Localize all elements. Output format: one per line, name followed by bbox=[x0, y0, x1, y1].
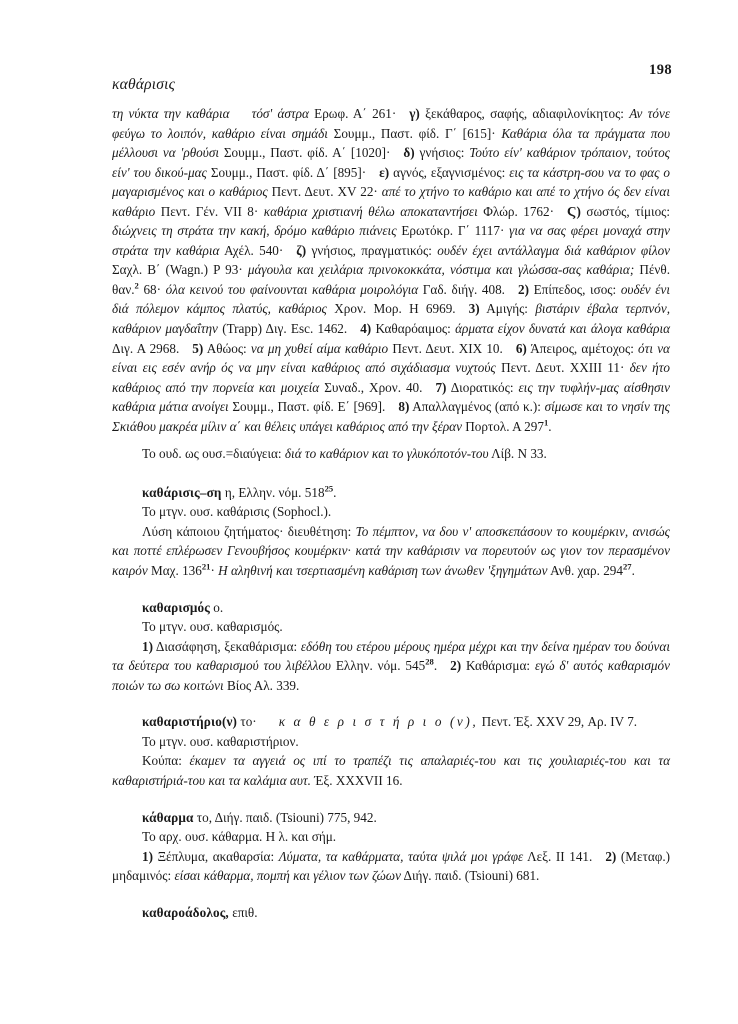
entry-headword-line bbox=[112, 712, 670, 732]
sense-gloss: Άπειρος, αμέτοχος: bbox=[530, 340, 634, 356]
sense-marker: ε) bbox=[379, 164, 390, 180]
sense-gloss: ξεκάθαρος, σαφής, αδιαφιλονίκητος: bbox=[425, 106, 624, 121]
citation: Πορτολ. Α 297 bbox=[465, 418, 544, 434]
citation: Λεξ. II 141. bbox=[527, 848, 593, 864]
page-number: 198 bbox=[649, 62, 672, 78]
quotation: μάγουλα και χειλάρια πρινοκοκκάτα, νόστιμα και γλώσσα-σας καθάρια; bbox=[247, 262, 635, 278]
entry-headword-line bbox=[112, 903, 670, 923]
sense-marker: 2) bbox=[605, 848, 617, 864]
quotation: εις τα κάστρη-σου να το φας ο μαγαρισμένος και ο καθάριος bbox=[112, 164, 671, 200]
citation: Φλώρ. 1762· bbox=[483, 203, 555, 219]
citation: Σαχλ. Β΄ (Wagn.) P 93· bbox=[112, 262, 243, 278]
gender: η, bbox=[224, 484, 236, 500]
quotation: εις την τυφλήν-μας αίσθησιν καθάρια μάτια ανοίγει bbox=[112, 379, 671, 415]
quotation: ότι να είναι εις εσέν ανήρ ός να μην είναι καθάριος από σιχάδιασμα νυχτούς bbox=[112, 340, 670, 376]
citation: Πεντ. Δευτ. XV 22· bbox=[271, 184, 378, 200]
citation: Αχέλ. 540· bbox=[224, 242, 284, 258]
citation-superscript: 25 bbox=[324, 483, 334, 494]
citation: (Trapp) Διγ. Esc. 1462. bbox=[222, 321, 348, 337]
definition-text: Κούπα: bbox=[142, 753, 182, 769]
citation: Πεντ. Δευτ. XXIII 11· bbox=[501, 360, 625, 376]
sense-gloss: γνήσιος, πραγματικός: bbox=[311, 242, 432, 258]
sense-gloss: (Μεταφ.) μηδαμινός: bbox=[112, 848, 671, 884]
quotation: για να σας φέρει μοναχά στην στράτα την καθάρια bbox=[112, 223, 671, 258]
sense-gloss: Αμιγής: bbox=[486, 301, 528, 317]
sense-gloss: αγνός, εξαγνισμένος: bbox=[393, 164, 506, 180]
entry-senses bbox=[112, 637, 670, 696]
citation: Ανθ. χαρ. 294 bbox=[550, 563, 623, 579]
sense-marker: δ) bbox=[403, 145, 415, 161]
quotation: ουδέν ένι διά πόλεμον κάμπος πλατύς, καθάριος bbox=[112, 281, 671, 317]
citation: Σουμμ., Παστ. φίδ. Δ΄ [895]· bbox=[210, 164, 367, 180]
citation: Πεντ. Δευτ. XIX 10. bbox=[392, 340, 503, 356]
sense-gloss: Αθώος: bbox=[206, 340, 247, 356]
citation: Ερωτόκρ. Γ΄ 1117· bbox=[401, 223, 505, 239]
citation: Πένθ. θαν. bbox=[112, 262, 671, 297]
headword: καθάρισις–ση bbox=[142, 484, 222, 500]
sense-marker: 4) bbox=[360, 321, 372, 337]
citation: Ελλην. νόμ. 518 bbox=[238, 484, 325, 500]
sense-marker: γ) bbox=[409, 106, 420, 121]
article-final-note bbox=[112, 444, 670, 464]
quotation: εδόθη του ετέρου μέρους ημέρα μέχρι και την δείνα ημέραν του δούναι τα δεύτερα του καθαρισμού του λιβέλλου bbox=[112, 638, 670, 674]
citation: 68· bbox=[143, 281, 162, 297]
citation-end: . bbox=[631, 563, 635, 579]
headword-variant: κ α θ ε ρ ι σ τ ή ρ ι ο (ν), bbox=[278, 714, 479, 730]
etymology-text: Το μτγν. ουσ. καθάρισις (Sophocl.). bbox=[142, 504, 332, 520]
citation: Ερωφ. Α΄ 261· bbox=[314, 106, 397, 121]
etymology-text: Το αρχ. ουσ. κάθαρμα. Η λ. και σήμ. bbox=[142, 829, 337, 845]
quotation: εγώ δ' αυτός καθαρισμόν ποιών τω σω κοιτώνι bbox=[112, 658, 671, 693]
headword: καθαρισμός bbox=[142, 599, 210, 615]
sense-marker: 5) bbox=[192, 340, 204, 356]
citation-end: · bbox=[210, 563, 215, 579]
part-of-speech: επιθ. bbox=[232, 904, 258, 920]
sense-marker: 2) bbox=[517, 281, 529, 297]
sense-gloss: σωστός, τίμιος: bbox=[586, 203, 671, 219]
quotation: έκαμεν τα αγγειά ος ιπί το τραπέζι τις απαλαριές-του και τις χουλιαριές-του και τα καθαριστήριά-του και τα καλάμια αυτ. bbox=[112, 753, 671, 788]
quotation: σίμωσε και το νησίν της Σκιάθου μακρέα μίλιν α΄ και θέλεις υπάγει καθάριος από την ξέραν bbox=[112, 399, 671, 434]
gender: ο. bbox=[213, 599, 224, 615]
quotation: Η αληθινή και τσερτιασμένη καθάριση των άνωθεν 'ξηγημάτων bbox=[218, 563, 548, 579]
quotation: δεν ήτο καθάριος από την πορνεία και μοιχεία bbox=[112, 360, 671, 395]
entry-headword-line bbox=[112, 483, 670, 503]
citation: Μαχ. 136 bbox=[151, 563, 202, 579]
citation-superscript: 27 bbox=[622, 561, 632, 572]
citation: Σουμμ., Παστ. φίδ. Ε΄ [969]. bbox=[232, 399, 386, 415]
sense-gloss: Ξέπλυμα, ακαθαρσία: bbox=[157, 848, 275, 864]
quotation: Λύματα, τα καθάρματα, ταύτα ψιλά μοι γράφε bbox=[278, 848, 524, 864]
citation-superscript: 28 bbox=[425, 656, 434, 667]
entry-headword-line bbox=[112, 598, 670, 618]
sense-gloss: Απαλλαγμένος (από κ.): bbox=[412, 399, 541, 415]
running-head: καθάρισις bbox=[112, 76, 176, 93]
citation: Σουμμ., Παστ. φίδ. Γ΄ [615]· bbox=[333, 125, 496, 141]
entry-definition bbox=[112, 522, 670, 581]
entry-senses bbox=[112, 847, 670, 886]
entry-etymology bbox=[112, 732, 670, 752]
quotation: Καθάρια όλα τα πράγματα που μέλλουσι να 'ρθούσι bbox=[112, 125, 671, 161]
entry-headword-line bbox=[112, 808, 670, 828]
citation: Γαδ. διήγ. 408. bbox=[422, 281, 505, 297]
headword: καθαροάδολος, bbox=[142, 904, 229, 920]
sense-marker: 2) bbox=[450, 658, 462, 674]
quote-fragment: τόσ' άστρα bbox=[251, 106, 309, 121]
sense-gloss: Διορατικός: bbox=[450, 379, 514, 395]
citation: Διήγ. παιδ. (Tsiouni) 775, 942. bbox=[214, 809, 377, 825]
quotation: διά το καθάριον και το γλυκόποτόν-του bbox=[284, 446, 489, 462]
sense-marker: 6) bbox=[515, 340, 527, 356]
entry-definition bbox=[112, 751, 670, 790]
citation-superscript: 1 bbox=[543, 417, 549, 428]
quotation: απέ το χτήνο το καθάριο και απέ το χτήνο ός δεν είναι καθάριο bbox=[112, 184, 670, 219]
citation: Έξ. XXXVII 16. bbox=[314, 772, 403, 788]
sense-marker: 1) bbox=[142, 638, 153, 654]
citation-superscript: 21 bbox=[201, 561, 211, 572]
quotation: ουδέν έχει αντάλλαγμα διά καθάριον φίλον bbox=[437, 242, 671, 258]
sense-gloss: Διασάφηση, ξεκαθάρισμα: bbox=[155, 638, 298, 654]
quotation: Αν τόνε φεύγω το λοιπόν, καθάριο είναι σημάδι bbox=[112, 106, 671, 141]
sense-marker: 3) bbox=[468, 301, 480, 317]
quotation: Τούτο είν' καθάριον τρόπαιον, τούτος είν' του δικού-μας bbox=[112, 145, 671, 180]
citation: Λίβ. N 33. bbox=[491, 446, 547, 462]
citation: Πεντ. Έξ. XXV 29, Αρ. IV 7. bbox=[481, 714, 638, 730]
sense-marker: 7) bbox=[435, 379, 447, 395]
definition-text: Λύση κάποιου ζητήματος· διευθέτηση: bbox=[142, 523, 352, 539]
citation: Σουμμ., Παστ. φίδ. Α΄ [1020]· bbox=[223, 145, 391, 161]
headword: κάθαρμα bbox=[142, 809, 194, 825]
sense-gloss: γνήσιος: bbox=[419, 145, 465, 161]
headword: καθαριστήριο(ν) bbox=[142, 714, 238, 730]
quotation: διώχνεις τη στράτα την κακή, δρόμο καθάριο πιάνεις bbox=[112, 223, 397, 239]
citation: Πεντ. Γέν. VII 8· bbox=[160, 203, 259, 219]
quotation: βιστάριν έβαλα τερπνόν, καθάριον μαγδαΐτην bbox=[112, 301, 670, 337]
gender: το, bbox=[196, 809, 212, 825]
citation: Συναδ., Χρον. 40. bbox=[324, 379, 423, 395]
quotation: όλα κεινού του φαίνουνται καθάρια μοιρολόγια bbox=[165, 281, 419, 297]
citation: Χρον. Μορ. Η 6969. bbox=[334, 301, 456, 317]
page-header bbox=[112, 62, 672, 96]
sense-marker: ζ) bbox=[296, 242, 307, 258]
citation: Διήγ. παιδ. (Tsiouni) 681. bbox=[403, 868, 540, 884]
citation-end: . bbox=[333, 484, 337, 500]
entry-etymology bbox=[112, 617, 670, 637]
citation: Ελλην. νόμ. 545 bbox=[335, 658, 426, 674]
citation-end: . bbox=[433, 658, 438, 674]
gender: το· bbox=[240, 714, 257, 730]
quotation: Το πέμπτον, να δου ν' αποσκεπάσουν το κουμέρκιν, ανισώς και ποττέ επλέρωσεν Γενουβήσος κουμέρκιν· κατά την καθάρισιν να πορευτούν ως γιον τον περασμένον καιρόν bbox=[112, 523, 670, 579]
citation-superscript: 2 bbox=[134, 280, 139, 291]
entry-etymology bbox=[112, 827, 670, 847]
etymology-text: Το μτγν. ουσ. καθαριστήριον. bbox=[142, 733, 299, 749]
quotation: άρματα είχον δυνατά και άλογα καθάρια bbox=[455, 321, 671, 337]
quotation: καθάρια χριστιανή θέλω αποκαταντήσει bbox=[263, 203, 478, 219]
sense-gloss: Επίπεδος, ισος: bbox=[533, 281, 617, 297]
sense-gloss: Καθαρόαιμος: bbox=[375, 321, 451, 337]
sense-marker: 1) bbox=[142, 848, 153, 864]
citation: Διγ. Α 2968. bbox=[112, 340, 180, 356]
quotation: να μη χυθεί αίμα καθάριο bbox=[250, 340, 389, 356]
etymology-text: Το μτγν. ουσ. καθαρισμός. bbox=[142, 619, 283, 635]
sense-marker: 8) bbox=[398, 399, 410, 415]
sense-gloss: Καθάρισμα: bbox=[466, 658, 531, 674]
quotation: είσαι κάθαρμα, πομπή και γέλιον των ζώων bbox=[174, 868, 401, 884]
quote-fragment: τη νύκτα την καθάρια bbox=[112, 106, 230, 121]
text-column bbox=[112, 104, 670, 922]
citation: Βίος Αλ. 339. bbox=[226, 677, 300, 693]
sense-marker: Ϛ) bbox=[567, 203, 581, 219]
entry-etymology bbox=[112, 502, 670, 522]
note-prefix: Το ουδ. ως ουσ.=διαύγεια: bbox=[142, 446, 282, 462]
article-continuation: τη νύκτα την καθάρια τόσ' άστρα Ερωφ. Α΄ 261· γ) ξεκάθαρος, σαφής, αδιαφιλονίκητος: Αν τόνε φεύγω το λοιπόν, καθάριο είναι σημάδι Σουμμ., Παστ. φίδ. Γ΄ [615]· Καθάρια όλα τα πράγματα που μέλλουσι να 'ρθούσι Σουμμ., Παστ. φίδ. Α΄ [1020]· δ) γνήσιος: Τούτο είν' καθάριον τρόπαιον, τούτος είν' του δικού-μας Σουμμ., Παστ. φίδ. Δ΄ [895]· ε) αγνός, εξαγνισμένος: εις τα κάστρη-σου να το φας ο μαγαρισμένος και ο καθάριος Πεντ. Δευτ. XV 22· απέ το χτήνο το καθάριο και απέ το χτήνο ός δεν είναι καθάριο Πεντ. Γέν. VII 8· καθάρια χριστιανή θέλω αποκαταντήσει Φλώρ. 1762· Ϛ) σωστός, τίμιος: διώχνεις τη στράτα την κακή, δρόμο καθάριο πιάνεις Ερωτόκρ. Γ΄ 1117· για να σας φέρει μοναχά στην στράτα την καθάρια Αχέλ. 540· ζ) γνήσιος, πραγματικός: ουδέν έχει αντάλλαγμα διά καθάριον φίλον Σαχλ. Β΄ (Wagn.) P 93· μάγουλα και χειλάρια πρινοκοκκάτα, νόστιμα και γλώσσα-σας καθάρια; Πένθ. θαν.$^2$ 68· όλα κεινού του φαίνουνται καθάρια μοιρολόγια Γαδ. διήγ. 408. 2) Επίπεδος, ισος: ουδέν ένι διά πόλεμον κάμπος πλατύς, καθάριος Χρον. Μορ. Η 6969. 3) Αμιγής: βιστάριν έβαλα τερπνόν, καθάριον μαγδαΐτην (Trapp) Διγ. Esc. 1462. 4) Καθαρόαιμος: άρματα είχον δυνατά και άλογα καθάρια Διγ. Α 2968. 5) Αθώος: να μη χυθεί αίμα καθάριο Πεντ. Δευτ. XIX 10. 6) Άπειρος, αμέτοχος: ότι να είναι εις εσέν ανήρ ός να μην είναι καθάριος από σιχάδιασμα νυχτούς Πεντ. Δευτ. XXIII 11· δεν ήτο καθάριος από την πορνεία και μοιχεία Συναδ., Χρον. 40. 7) Διορατικός: εις την τυφλήν-μας αίσθησιν καθάρια μάτια ανοίγει Σουμμ., Παστ. φίδ. Ε΄ [969]. 8) Απαλλαγμένος (από κ.): σίμωσε και το νησίν της Σκιάθου μακρέα μίλιν α΄ και θέλεις υπάγει καθάριος από την ξέραν Πορτολ. Α $297^1$. bbox=[112, 106, 671, 434]
